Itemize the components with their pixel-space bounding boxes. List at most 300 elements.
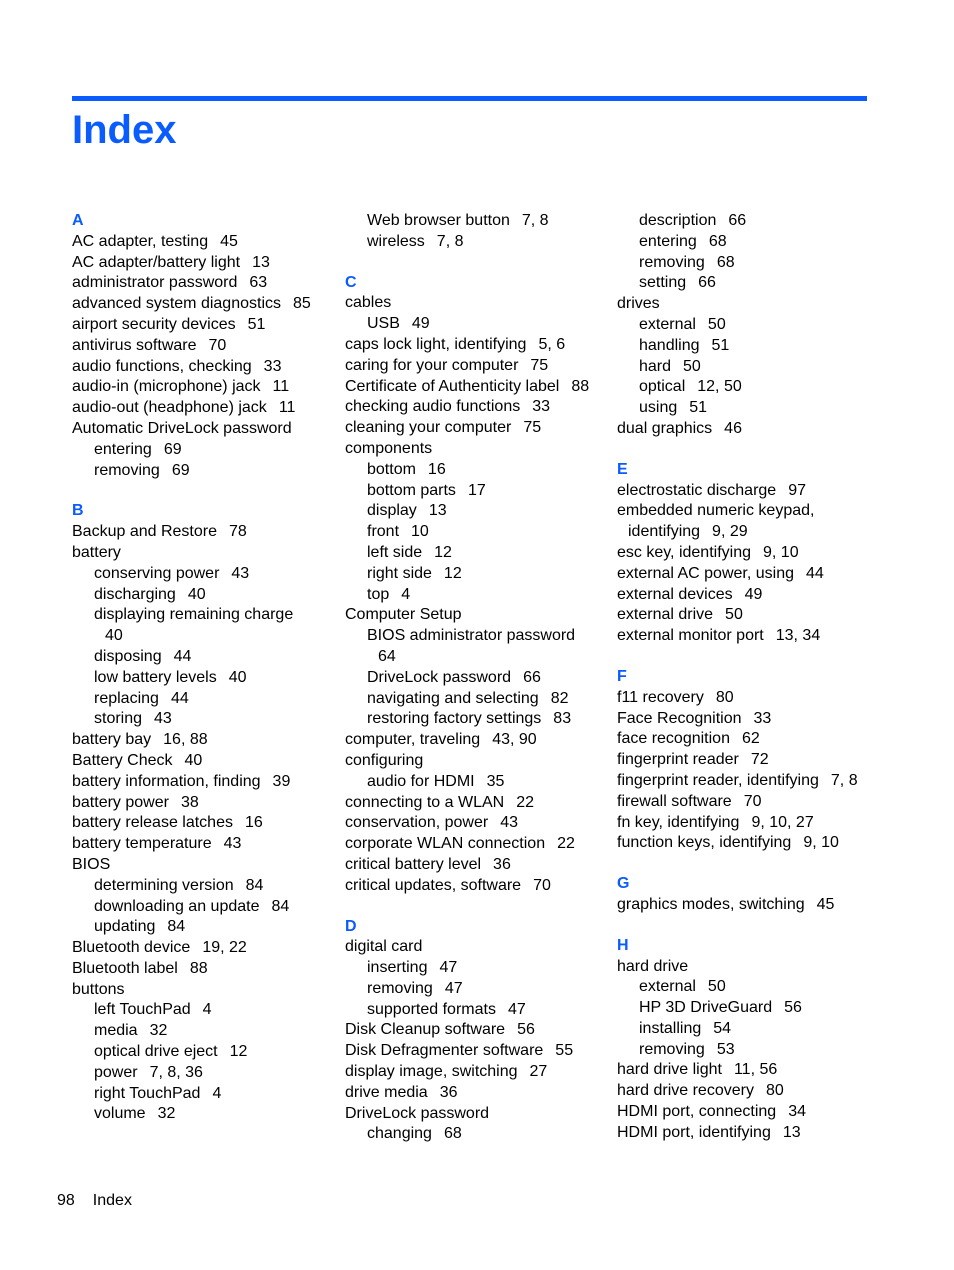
index-subentry (72, 605, 342, 626)
index-term: administrator password (72, 274, 238, 292)
section-letter (617, 667, 887, 688)
page-reference: 43, 90 (492, 731, 537, 749)
index-term: corporate WLAN connection (345, 835, 546, 853)
page-reference: 82 (550, 689, 569, 707)
index-term: external devices (617, 585, 733, 603)
index-entry (345, 377, 615, 398)
index-subentry (72, 564, 342, 585)
index-entry (345, 605, 615, 626)
page-reference: 13 (252, 253, 270, 271)
index-term: function keys, identifying (617, 834, 792, 852)
index-entry-continuation (72, 626, 342, 647)
index-entry (617, 501, 887, 522)
index-entry (72, 793, 342, 814)
page-reference: 68 (716, 253, 735, 271)
section-gap (345, 253, 615, 273)
index-subentry (617, 998, 887, 1019)
index-term: left side (367, 543, 423, 561)
page-reference: 22 (516, 793, 534, 811)
index-term: bottom (367, 460, 416, 478)
index-subentry (617, 1019, 887, 1040)
index-term: battery information, finding (72, 772, 261, 790)
index-term: Bluetooth device (72, 939, 191, 957)
page-reference: 88 (571, 377, 590, 395)
index-entry (617, 792, 887, 813)
index-entry (345, 1062, 615, 1083)
index-entry (72, 336, 342, 357)
page-reference: 45 (816, 895, 835, 913)
page-reference: 4 (401, 585, 411, 603)
index-entry (617, 419, 887, 440)
index-entry (72, 959, 342, 980)
section-letter-text: B (72, 502, 84, 520)
index-term: USB (367, 315, 400, 333)
index-term: media (94, 1022, 138, 1040)
index-term: computer, traveling (345, 731, 481, 749)
index-entry (345, 834, 615, 855)
index-term: HP 3D DriveGuard (639, 999, 773, 1017)
page-reference: 51 (247, 315, 266, 333)
index-subentry (72, 440, 342, 461)
index-entry (72, 357, 342, 378)
index-entry (345, 356, 615, 377)
index-entry (72, 419, 342, 440)
index-subentry (345, 626, 615, 647)
index-term: discharging (94, 585, 176, 603)
page-reference: 10 (411, 523, 429, 541)
index-term: esc key, identifying (617, 543, 751, 561)
index-entry (72, 522, 342, 543)
index-entry (345, 793, 615, 814)
index-subentry (72, 461, 342, 482)
index-subentry (345, 1124, 615, 1145)
index-entry (617, 543, 887, 564)
page-reference: 39 (272, 772, 291, 790)
page-reference: 12, 50 (697, 378, 742, 396)
index-term: drives (617, 295, 660, 313)
page-reference: 83 (553, 710, 572, 728)
index-entry (72, 813, 342, 834)
index-entry (72, 377, 342, 398)
index-entry (72, 398, 342, 419)
section-letter-text: F (617, 667, 627, 685)
index-term: displaying remaining charge (94, 606, 294, 624)
index-term: bottom parts (367, 481, 456, 499)
section-letter-text: G (617, 875, 630, 893)
index-term: hard drive light (617, 1061, 722, 1079)
index-term: fingerprint reader (617, 751, 739, 769)
page-reference: 54 (713, 1019, 732, 1037)
index-entry (617, 1081, 887, 1102)
index-subentry (72, 1104, 342, 1125)
page-reference: 9, 10 (763, 543, 799, 561)
page-title: Index (72, 108, 177, 152)
index-subentry (617, 977, 887, 998)
page-reference: 53 (716, 1040, 735, 1058)
index-term: battery bay (72, 731, 152, 749)
index-term: audio for HDMI (367, 772, 475, 790)
page-reference: 80 (765, 1082, 784, 1100)
page-reference: 56 (517, 1021, 535, 1039)
section-letter (617, 936, 887, 957)
index-term: navigating and selecting (367, 689, 539, 707)
index-term: critical battery level (345, 855, 482, 873)
index-entry (617, 709, 887, 730)
page-reference: 7, 8 (436, 232, 464, 250)
index-subentry (617, 273, 887, 294)
page-reference: 51 (689, 399, 708, 417)
page-reference: 9, 10 (803, 834, 839, 852)
page-reference: 50 (683, 357, 701, 375)
index-entry (345, 293, 615, 314)
index-term: external AC power, using (617, 564, 794, 582)
page-reference: 11 (278, 399, 296, 417)
index-term: embedded numeric keypad, (617, 502, 815, 520)
index-term: hard drive (617, 957, 689, 975)
index-term: caps lock light, identifying (345, 335, 527, 353)
index-term: battery (72, 543, 121, 561)
index-entry (345, 813, 615, 834)
index-term: display (367, 502, 417, 520)
section-letter (72, 501, 342, 522)
index-term: Bluetooth label (72, 959, 178, 977)
index-subentry (345, 314, 615, 335)
index-subentry (72, 585, 342, 606)
index-subentry (345, 689, 615, 710)
index-entry (345, 855, 615, 876)
page-reference: 66 (523, 668, 541, 686)
index-term: DriveLock password (367, 668, 512, 686)
index-subentry (72, 1063, 342, 1084)
page-reference: 16 (427, 460, 446, 478)
index-subentry (72, 897, 342, 918)
page-reference: 49 (411, 315, 430, 333)
index-entry (72, 315, 342, 336)
index-term: cables (345, 294, 392, 312)
page-reference: 68 (443, 1125, 462, 1143)
index-term: optical drive eject (94, 1043, 218, 1061)
index-term: connecting to a WLAN (345, 793, 505, 811)
index-term: removing (367, 979, 433, 997)
section-letter (345, 273, 615, 294)
index-term: advanced system diagnostics (72, 295, 281, 313)
index-term: entering (639, 232, 697, 250)
page-reference: 50 (707, 315, 726, 333)
page-reference: 70 (208, 336, 227, 354)
index-term: removing (639, 253, 705, 271)
index-term: firewall software (617, 792, 732, 810)
index-term: DriveLock password (345, 1104, 490, 1122)
index-term: hard (639, 357, 672, 375)
page-reference: 69 (171, 461, 190, 479)
index-entry-continuation (345, 647, 615, 668)
section-letter-text: C (345, 273, 357, 291)
index-term: external drive (617, 606, 714, 624)
page-reference: 69 (163, 440, 182, 458)
index-term: AC adapter/battery light (72, 253, 241, 271)
title-rule (72, 96, 867, 101)
page-reference: 9, 10, 27 (751, 813, 814, 831)
index-entry (617, 750, 887, 771)
page-reference: 44 (170, 689, 189, 707)
index-term: Certificate of Authenticity label (345, 377, 560, 395)
index-subentry (345, 460, 615, 481)
page-reference: 44 (173, 647, 192, 665)
page-reference: 34 (788, 1103, 806, 1121)
page-reference: 70 (743, 792, 762, 810)
index-subentry (345, 772, 615, 793)
page-reference: 88 (189, 959, 208, 977)
page-reference: 43 (223, 835, 242, 853)
index-term: caring for your computer (345, 356, 519, 374)
index-entry (72, 834, 342, 855)
index-term: graphics modes, switching (617, 895, 805, 913)
index-term: AC adapter, testing (72, 232, 209, 250)
index-entry (72, 232, 342, 253)
index-term: hard drive recovery (617, 1082, 754, 1100)
page-reference: 97 (788, 481, 806, 499)
index-subentry (72, 668, 342, 689)
page-reference: 17 (467, 481, 486, 499)
index-term: battery release latches (72, 814, 233, 832)
index-subentry (617, 315, 887, 336)
index-term: right side (367, 564, 432, 582)
page-reference: 55 (555, 1042, 574, 1060)
page-reference: 4 (202, 1001, 212, 1019)
page-reference: 40 (184, 751, 203, 769)
index-term: HDMI port, identifying (617, 1123, 771, 1141)
index-term: Disk Defragmenter software (345, 1042, 544, 1060)
index-term: configuring (345, 751, 424, 769)
page-reference: 47 (439, 959, 458, 977)
index-term: updating (94, 918, 156, 936)
page-reference: 11, 56 (733, 1061, 778, 1079)
index-term: fn key, identifying (617, 813, 740, 831)
index-subentry (617, 377, 887, 398)
footer-section: Index (92, 1192, 132, 1209)
section-gap (617, 854, 887, 874)
index-term: restoring factory settings (367, 710, 542, 728)
page-reference: 13 (428, 502, 447, 520)
section-letter-text: D (345, 917, 357, 935)
index-column-1 (72, 211, 342, 1125)
page-reference: 84 (245, 876, 264, 894)
index-subentry (72, 647, 342, 668)
page-reference: 32 (157, 1105, 176, 1123)
index-entry (617, 813, 887, 834)
index-subentry (72, 709, 342, 730)
index-term: BIOS administrator password (367, 627, 576, 645)
index-entry (617, 564, 887, 585)
index-term: description (639, 212, 717, 229)
index-term: setting (639, 274, 687, 292)
index-term: using (639, 399, 678, 417)
section-letter-text: E (617, 460, 628, 478)
page-reference: 51 (711, 336, 730, 354)
index-entry (617, 1060, 887, 1081)
index-subentry (617, 336, 887, 357)
index-entry (345, 397, 615, 418)
index-subentry (345, 501, 615, 522)
index-term: entering (94, 440, 152, 458)
page-reference: 22 (557, 835, 575, 853)
index-subentry (72, 1042, 342, 1063)
index-entry (345, 1104, 615, 1125)
index-column-2 (345, 211, 615, 1145)
page-reference: 75 (530, 356, 549, 374)
page-reference: 7, 8 (521, 212, 549, 229)
index-entry (617, 585, 887, 606)
section-letter-text: H (617, 936, 629, 954)
index-term: HDMI port, connecting (617, 1103, 777, 1121)
index-term: inserting (367, 959, 428, 977)
page-reference: 27 (529, 1063, 548, 1081)
index-entry-continuation (617, 522, 887, 543)
index-term: f11 recovery (617, 688, 704, 706)
index-entry (617, 833, 887, 854)
index-entry (72, 294, 342, 315)
index-subentry (345, 958, 615, 979)
page-reference: 32 (149, 1022, 168, 1040)
page-reference: 75 (523, 419, 542, 437)
index-term: Backup and Restore (72, 523, 217, 541)
page-reference: 16 (244, 814, 263, 832)
page-reference: 5, 6 (538, 335, 566, 353)
index-subentry (345, 709, 615, 730)
index-term: components (345, 439, 433, 457)
index-subentry (617, 357, 887, 378)
index-entry (617, 1102, 887, 1123)
index-entry (72, 772, 342, 793)
page-reference: 16, 88 (163, 731, 208, 749)
index-term: audio functions, checking (72, 357, 252, 375)
index-term: low battery levels (94, 668, 217, 686)
index-entry (617, 688, 887, 709)
section-letter-text: A (72, 212, 84, 229)
page-reference: 80 (715, 688, 734, 706)
index-term: wireless (367, 232, 425, 250)
index-term: right TouchPad (94, 1084, 201, 1102)
index-term: supported formats (367, 1000, 496, 1018)
index-term: 64 (378, 647, 396, 665)
page-reference: 9, 29 (712, 523, 748, 541)
section-letter (617, 460, 887, 481)
page-footer (57, 1191, 132, 1211)
index-term: optical (639, 378, 686, 396)
index-subentry (345, 522, 615, 543)
page-reference: 66 (728, 212, 747, 229)
index-subentry (345, 979, 615, 1000)
index-term: left TouchPad (94, 1001, 191, 1019)
index-entry (617, 481, 887, 502)
index-entry (617, 771, 887, 792)
index-term: disposing (94, 647, 162, 665)
index-term: external (639, 978, 696, 996)
page-reference: 49 (744, 585, 763, 603)
index-term: face recognition (617, 730, 730, 748)
page-reference: 62 (741, 730, 760, 748)
index-entry (72, 543, 342, 564)
index-term: Automatic DriveLock password (72, 419, 292, 437)
page-reference: 70 (533, 876, 551, 894)
section-gap (617, 916, 887, 936)
index-subentry (617, 398, 887, 419)
page-number: 98 (57, 1192, 75, 1209)
index-entry (345, 730, 615, 751)
index-term: Battery Check (72, 751, 173, 769)
index-term: dual graphics (617, 419, 713, 437)
page-reference: 56 (784, 999, 802, 1017)
index-term: top (367, 585, 390, 603)
page-reference: 50 (707, 978, 726, 996)
index-entry (72, 980, 342, 1001)
page-reference: 84 (271, 897, 290, 915)
page-reference: 12 (229, 1043, 248, 1061)
index-term: volume (94, 1105, 146, 1123)
index-subentry (72, 876, 342, 897)
index-subentry (617, 1040, 887, 1061)
section-letter (617, 874, 887, 895)
index-entry (345, 751, 615, 772)
index-term: power (94, 1063, 138, 1081)
page-reference: 45 (220, 232, 238, 250)
index-term: identifying (628, 523, 701, 541)
index-term: drive media (345, 1083, 428, 1101)
page-reference: 68 (708, 232, 727, 250)
index-subentry (72, 917, 342, 938)
page-reference: 13 (782, 1123, 801, 1141)
index-term: external monitor port (617, 627, 764, 645)
index-term: changing (367, 1125, 432, 1143)
index-term: downloading an update (94, 897, 260, 915)
page-reference: 19, 22 (202, 939, 247, 957)
page-reference: 4 (212, 1084, 222, 1102)
section-gap (617, 440, 887, 460)
index-subentry (617, 232, 887, 253)
index-term: antivirus software (72, 336, 197, 354)
index-entry (617, 294, 887, 315)
index-term: electrostatic discharge (617, 481, 777, 499)
page-reference: 38 (180, 793, 199, 811)
index-term: removing (639, 1040, 705, 1058)
section-gap (617, 647, 887, 667)
index-entry (345, 937, 615, 958)
page-reference: 11 (272, 378, 290, 396)
page-reference: 40 (228, 668, 247, 686)
index-term: battery power (72, 793, 169, 811)
index-subentry (72, 1021, 342, 1042)
index-subentry (345, 564, 615, 585)
index-term: installing (639, 1019, 702, 1037)
page-reference: 72 (750, 751, 769, 769)
page-reference: 44 (806, 564, 824, 582)
page-reference: 7, 8 (830, 771, 858, 789)
index-subentry (72, 689, 342, 710)
section-gap (72, 481, 342, 501)
index-entry (345, 418, 615, 439)
index-term: BIOS (72, 855, 111, 873)
index-entry (345, 876, 615, 897)
index-term: Face Recognition (617, 709, 742, 727)
index-term: determining version (94, 876, 234, 894)
index-term: Disk Cleanup software (345, 1021, 506, 1039)
index-term: checking audio functions (345, 398, 521, 416)
index-entry (345, 1083, 615, 1104)
index-term: storing (94, 710, 143, 728)
page-reference: 43 (231, 564, 250, 582)
index-entry (72, 273, 342, 294)
index-entry (345, 335, 615, 356)
